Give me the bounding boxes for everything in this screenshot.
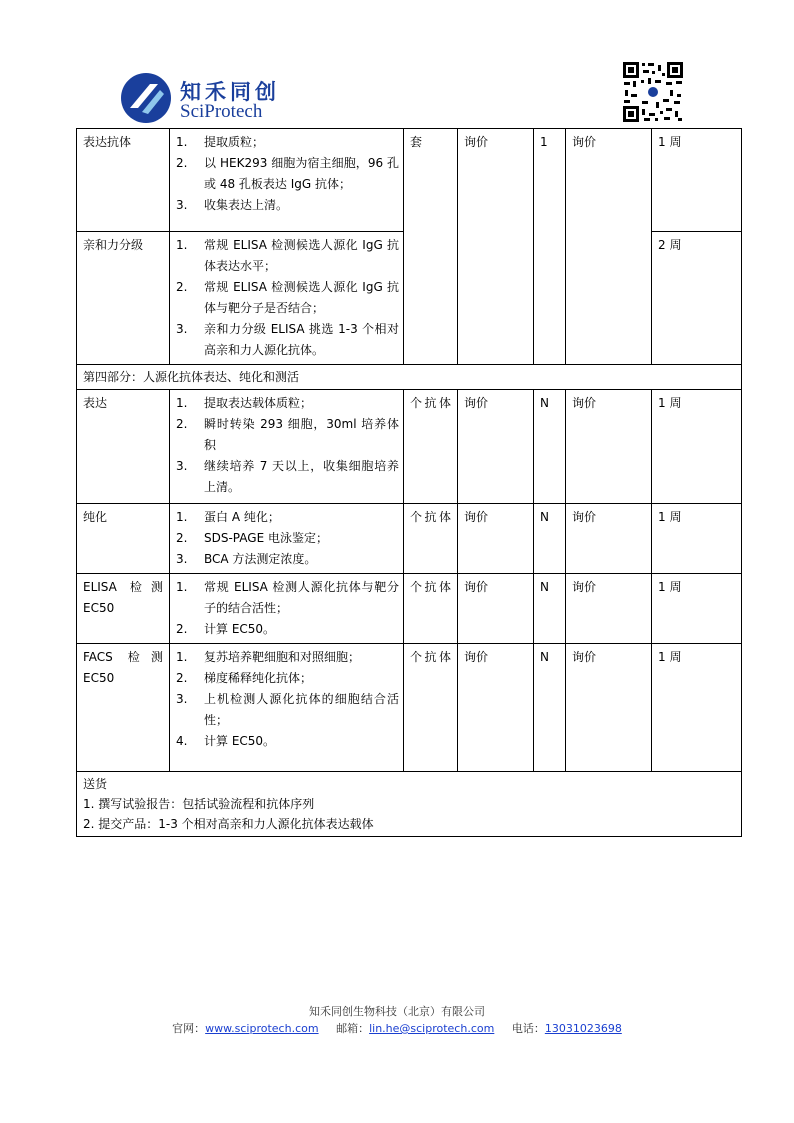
brand-name-en: SciProtech bbox=[180, 101, 263, 122]
list-item: 3. 亲和力分级 ELISA 挑选 1-3 个相对高亲和力人源化抗体。 bbox=[176, 322, 399, 357]
period-cell: 2 周 bbox=[652, 232, 742, 365]
website-link[interactable]: www.sciprotech.com bbox=[205, 1022, 319, 1035]
delivery-section bbox=[77, 772, 742, 837]
brand-name-cn: 知禾同创 bbox=[180, 80, 280, 104]
qty-cell: N bbox=[534, 644, 566, 772]
email-label: 邮箱： bbox=[336, 1022, 370, 1035]
table-row bbox=[77, 644, 742, 772]
list-item: 1. 常规 ELISA 检测候选人源化 IgG 抗体表达水平； bbox=[176, 238, 399, 273]
price-cell: 询价 bbox=[458, 574, 534, 644]
price-cell: 询价 bbox=[458, 390, 534, 504]
period-cell: 1 周 bbox=[652, 574, 742, 644]
table-row bbox=[77, 574, 742, 644]
unit-cell: 个抗体 bbox=[404, 644, 458, 772]
item-name: 亲和力分级 bbox=[77, 232, 170, 365]
total-cell: 询价 bbox=[566, 574, 652, 644]
table-row bbox=[77, 129, 742, 232]
delivery-row bbox=[77, 772, 742, 837]
list-item: 1. 常规 ELISA 检测人源化抗体与靶分子的结合活性； bbox=[176, 580, 399, 615]
step-list bbox=[170, 574, 404, 644]
company-logo bbox=[120, 72, 300, 130]
list-item: 4. 计算 EC50。 bbox=[176, 734, 276, 748]
table-row bbox=[77, 390, 742, 504]
qty-cell: N bbox=[534, 390, 566, 504]
unit-cell: 个抗体 bbox=[404, 504, 458, 574]
phone-link[interactable]: 13031023698 bbox=[544, 1022, 622, 1035]
unit-cell: 个抗体 bbox=[404, 390, 458, 504]
phone-label: 电话： bbox=[511, 1022, 545, 1035]
footer-contact bbox=[0, 1020, 794, 1037]
list-item: 2. 常规 ELISA 检测候选人源化 IgG 抗体与靶分子是否结合； bbox=[176, 280, 399, 315]
section-title: 第四部分：人源化抗体表达、纯化和测活 bbox=[77, 365, 742, 390]
step-list bbox=[170, 232, 404, 365]
price-cell: 询价 bbox=[458, 644, 534, 772]
step-list bbox=[170, 390, 404, 504]
logo-emblem-icon bbox=[120, 72, 172, 124]
qr-code-icon bbox=[622, 61, 684, 123]
quote-table bbox=[76, 128, 742, 837]
unit-cell: 个抗体 bbox=[404, 574, 458, 644]
list-item: 2. 提交产品：1-3 个相对高亲和力人源化抗体表达载体 bbox=[83, 817, 374, 831]
item-name: FACS 检测 EC50 bbox=[77, 644, 170, 772]
step-list bbox=[170, 129, 404, 232]
item-name: 纯化 bbox=[77, 504, 170, 574]
list-item: 1. 提取质粒； bbox=[176, 135, 265, 149]
list-item: 2. 以 HEK293 细胞为宿主细胞，96 孔或 48 孔板表达 IgG 抗体； bbox=[176, 156, 399, 191]
price-cell: 询价 bbox=[458, 504, 534, 574]
total-cell: 询价 bbox=[566, 504, 652, 574]
list-item: 1. 蛋白 A 纯化； bbox=[176, 510, 280, 524]
list-item: 1. 复苏培养靶细胞和对照细胞； bbox=[176, 650, 361, 664]
list-item: 3. 继续培养 7 天以上，收集细胞培养上清。 bbox=[176, 459, 399, 494]
website-label: 官网： bbox=[172, 1022, 206, 1035]
total-cell: 询价 bbox=[566, 644, 652, 772]
footer-company: 知禾同创生物科技（北京）有限公司 bbox=[309, 1005, 485, 1018]
unit-cell: 套 bbox=[404, 129, 458, 365]
list-item: 2. 瞬时转染 293 细胞，30ml 培养体积 bbox=[176, 417, 399, 452]
list-item: 1. 撰写试验报告：包括试验流程和抗体序列 bbox=[83, 797, 315, 811]
delivery-title: 送货 bbox=[83, 777, 108, 791]
table-row bbox=[77, 504, 742, 574]
item-name: ELISA 检测 EC50 bbox=[77, 574, 170, 644]
item-name: 表达抗体 bbox=[77, 129, 170, 232]
total-cell: 询价 bbox=[566, 390, 652, 504]
page-footer bbox=[0, 1003, 794, 1037]
total-cell: 询价 bbox=[566, 129, 652, 365]
list-item: 3. BCA 方法测定浓度。 bbox=[176, 552, 317, 566]
step-list bbox=[170, 644, 404, 772]
email-link[interactable]: lin.he@sciprotech.com bbox=[369, 1022, 495, 1035]
step-list bbox=[170, 504, 404, 574]
qty-cell: N bbox=[534, 504, 566, 574]
list-item: 2. 梯度稀释纯化抗体； bbox=[176, 671, 313, 685]
qty-cell: N bbox=[534, 574, 566, 644]
list-item: 3. 上机检测人源化抗体的细胞结合活性； bbox=[176, 692, 399, 727]
price-cell: 询价 bbox=[458, 129, 534, 365]
period-cell: 1 周 bbox=[652, 390, 742, 504]
period-cell: 1 周 bbox=[652, 504, 742, 574]
list-item: 1. 提取表达载体质粒； bbox=[176, 396, 313, 410]
list-item: 2. 计算 EC50。 bbox=[176, 622, 276, 636]
period-cell: 1 周 bbox=[652, 644, 742, 772]
qty-cell: 1 bbox=[534, 129, 566, 365]
item-name: 表达 bbox=[77, 390, 170, 504]
list-item: 3. 收集表达上清。 bbox=[176, 198, 289, 212]
section-heading-row bbox=[77, 365, 742, 390]
list-item: 2. SDS-PAGE 电泳鉴定； bbox=[176, 531, 328, 545]
period-cell: 1 周 bbox=[652, 129, 742, 232]
